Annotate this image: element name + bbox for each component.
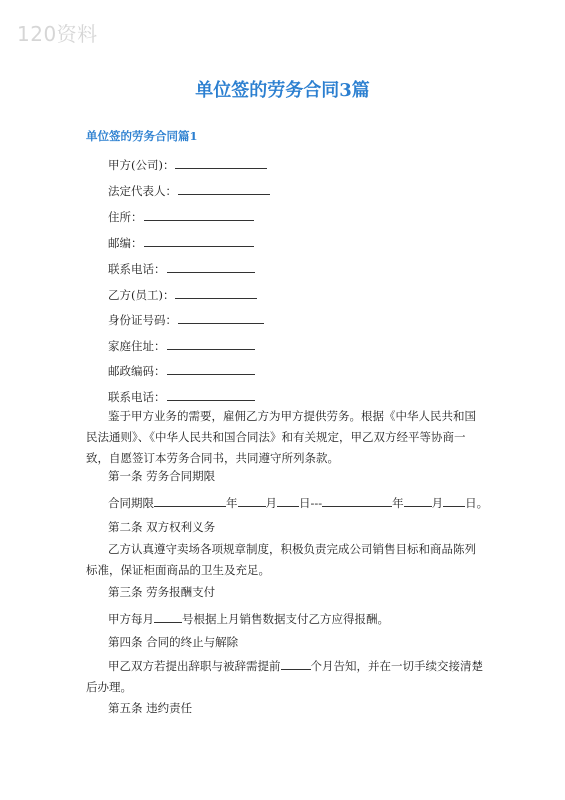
- article-4-suffix: 个月告知，并在一切手续交接清楚后办理。: [86, 659, 483, 694]
- article-2-heading: 第二条 双方权利义务: [108, 520, 216, 534]
- field-label: 身份证号码：: [108, 313, 177, 327]
- field-phone-2: [108, 388, 255, 405]
- intro-paragraph: 鉴于甲方业务的需要，雇佣乙方为甲方提供劳务。根据《中华人民共和国民法通则》、《中华人民共和国合同法》和有关规定，甲乙双方经平等协商一致，自愿签订本劳务合同书，共同遵守所列条款。: [86, 409, 476, 465]
- article-4-heading: 第四条 合同的终止与解除: [108, 635, 239, 649]
- term-label: 合同期限: [108, 496, 154, 510]
- day-label: 日。: [465, 496, 489, 510]
- field-postal-code: [108, 362, 255, 379]
- year-label: 年: [392, 496, 404, 510]
- field-label: 联系电话：: [108, 262, 166, 276]
- day-label: 日---: [299, 496, 323, 510]
- article-1-term: [108, 494, 488, 511]
- article-1-heading: 第一条 劳务合同期限: [108, 469, 216, 483]
- fill-blank: [175, 156, 267, 169]
- field-label: 邮编：: [108, 236, 143, 250]
- fill-blank: [322, 494, 392, 507]
- field-address: [108, 208, 254, 225]
- fill-blank: [167, 337, 255, 350]
- field-label: 乙方(员工)：: [108, 288, 175, 302]
- fill-blank: [154, 610, 182, 623]
- field-party-a: [108, 156, 267, 173]
- fill-blank: [178, 311, 264, 324]
- fill-blank: [175, 286, 257, 299]
- month-label: 月: [265, 496, 277, 510]
- article-3-prefix: 甲方每月: [108, 612, 154, 626]
- article-3-body: [108, 610, 389, 627]
- article-2-body: 乙方认真遵守卖场各项规章制度，积极负责完成公司销售目标和商品陈列标准，保证柜面商品的卫生及充足。: [86, 542, 476, 577]
- field-party-b: [108, 286, 257, 303]
- fill-blank: [238, 494, 266, 507]
- field-label: 邮政编码：: [108, 364, 166, 378]
- article-4-body: [86, 656, 486, 698]
- article-5-heading: 第五条 违约责任: [108, 701, 193, 715]
- fill-blank: [144, 208, 254, 221]
- watermark: 120资料: [17, 22, 98, 46]
- article-3-suffix: 号根据上月销售数据支付乙方应得报酬。: [182, 612, 389, 626]
- fill-blank: [443, 494, 465, 507]
- fill-blank: [144, 234, 254, 247]
- field-label: 家庭住址：: [108, 339, 166, 353]
- article-4-prefix: 甲乙双方若提出辞职与被辞需提前: [108, 659, 281, 673]
- year-label: 年: [226, 496, 238, 510]
- field-id-number: [108, 311, 264, 328]
- fill-blank: [277, 494, 299, 507]
- document-title: 单位签的劳务合同3篇: [195, 80, 370, 101]
- field-home-address: [108, 337, 255, 354]
- field-postcode: [108, 234, 254, 251]
- field-legal-representative: [108, 182, 270, 199]
- field-label: 住所：: [108, 210, 143, 224]
- month-label: 月: [431, 496, 444, 510]
- field-phone: [108, 260, 255, 277]
- article-3-heading: 第三条 劳务报酬支付: [108, 585, 216, 599]
- fill-blank: [281, 657, 311, 670]
- fill-blank: [154, 494, 226, 507]
- fill-blank: [404, 494, 432, 507]
- fill-blank: [178, 182, 270, 195]
- field-label: 联系电话：: [108, 390, 166, 404]
- fill-blank: [167, 362, 255, 375]
- field-label: 甲方(公司)：: [108, 158, 175, 172]
- field-label: 法定代表人：: [108, 184, 177, 198]
- section-title: 单位签的劳务合同篇1: [86, 129, 198, 143]
- fill-blank: [167, 260, 255, 273]
- fill-blank: [167, 388, 255, 401]
